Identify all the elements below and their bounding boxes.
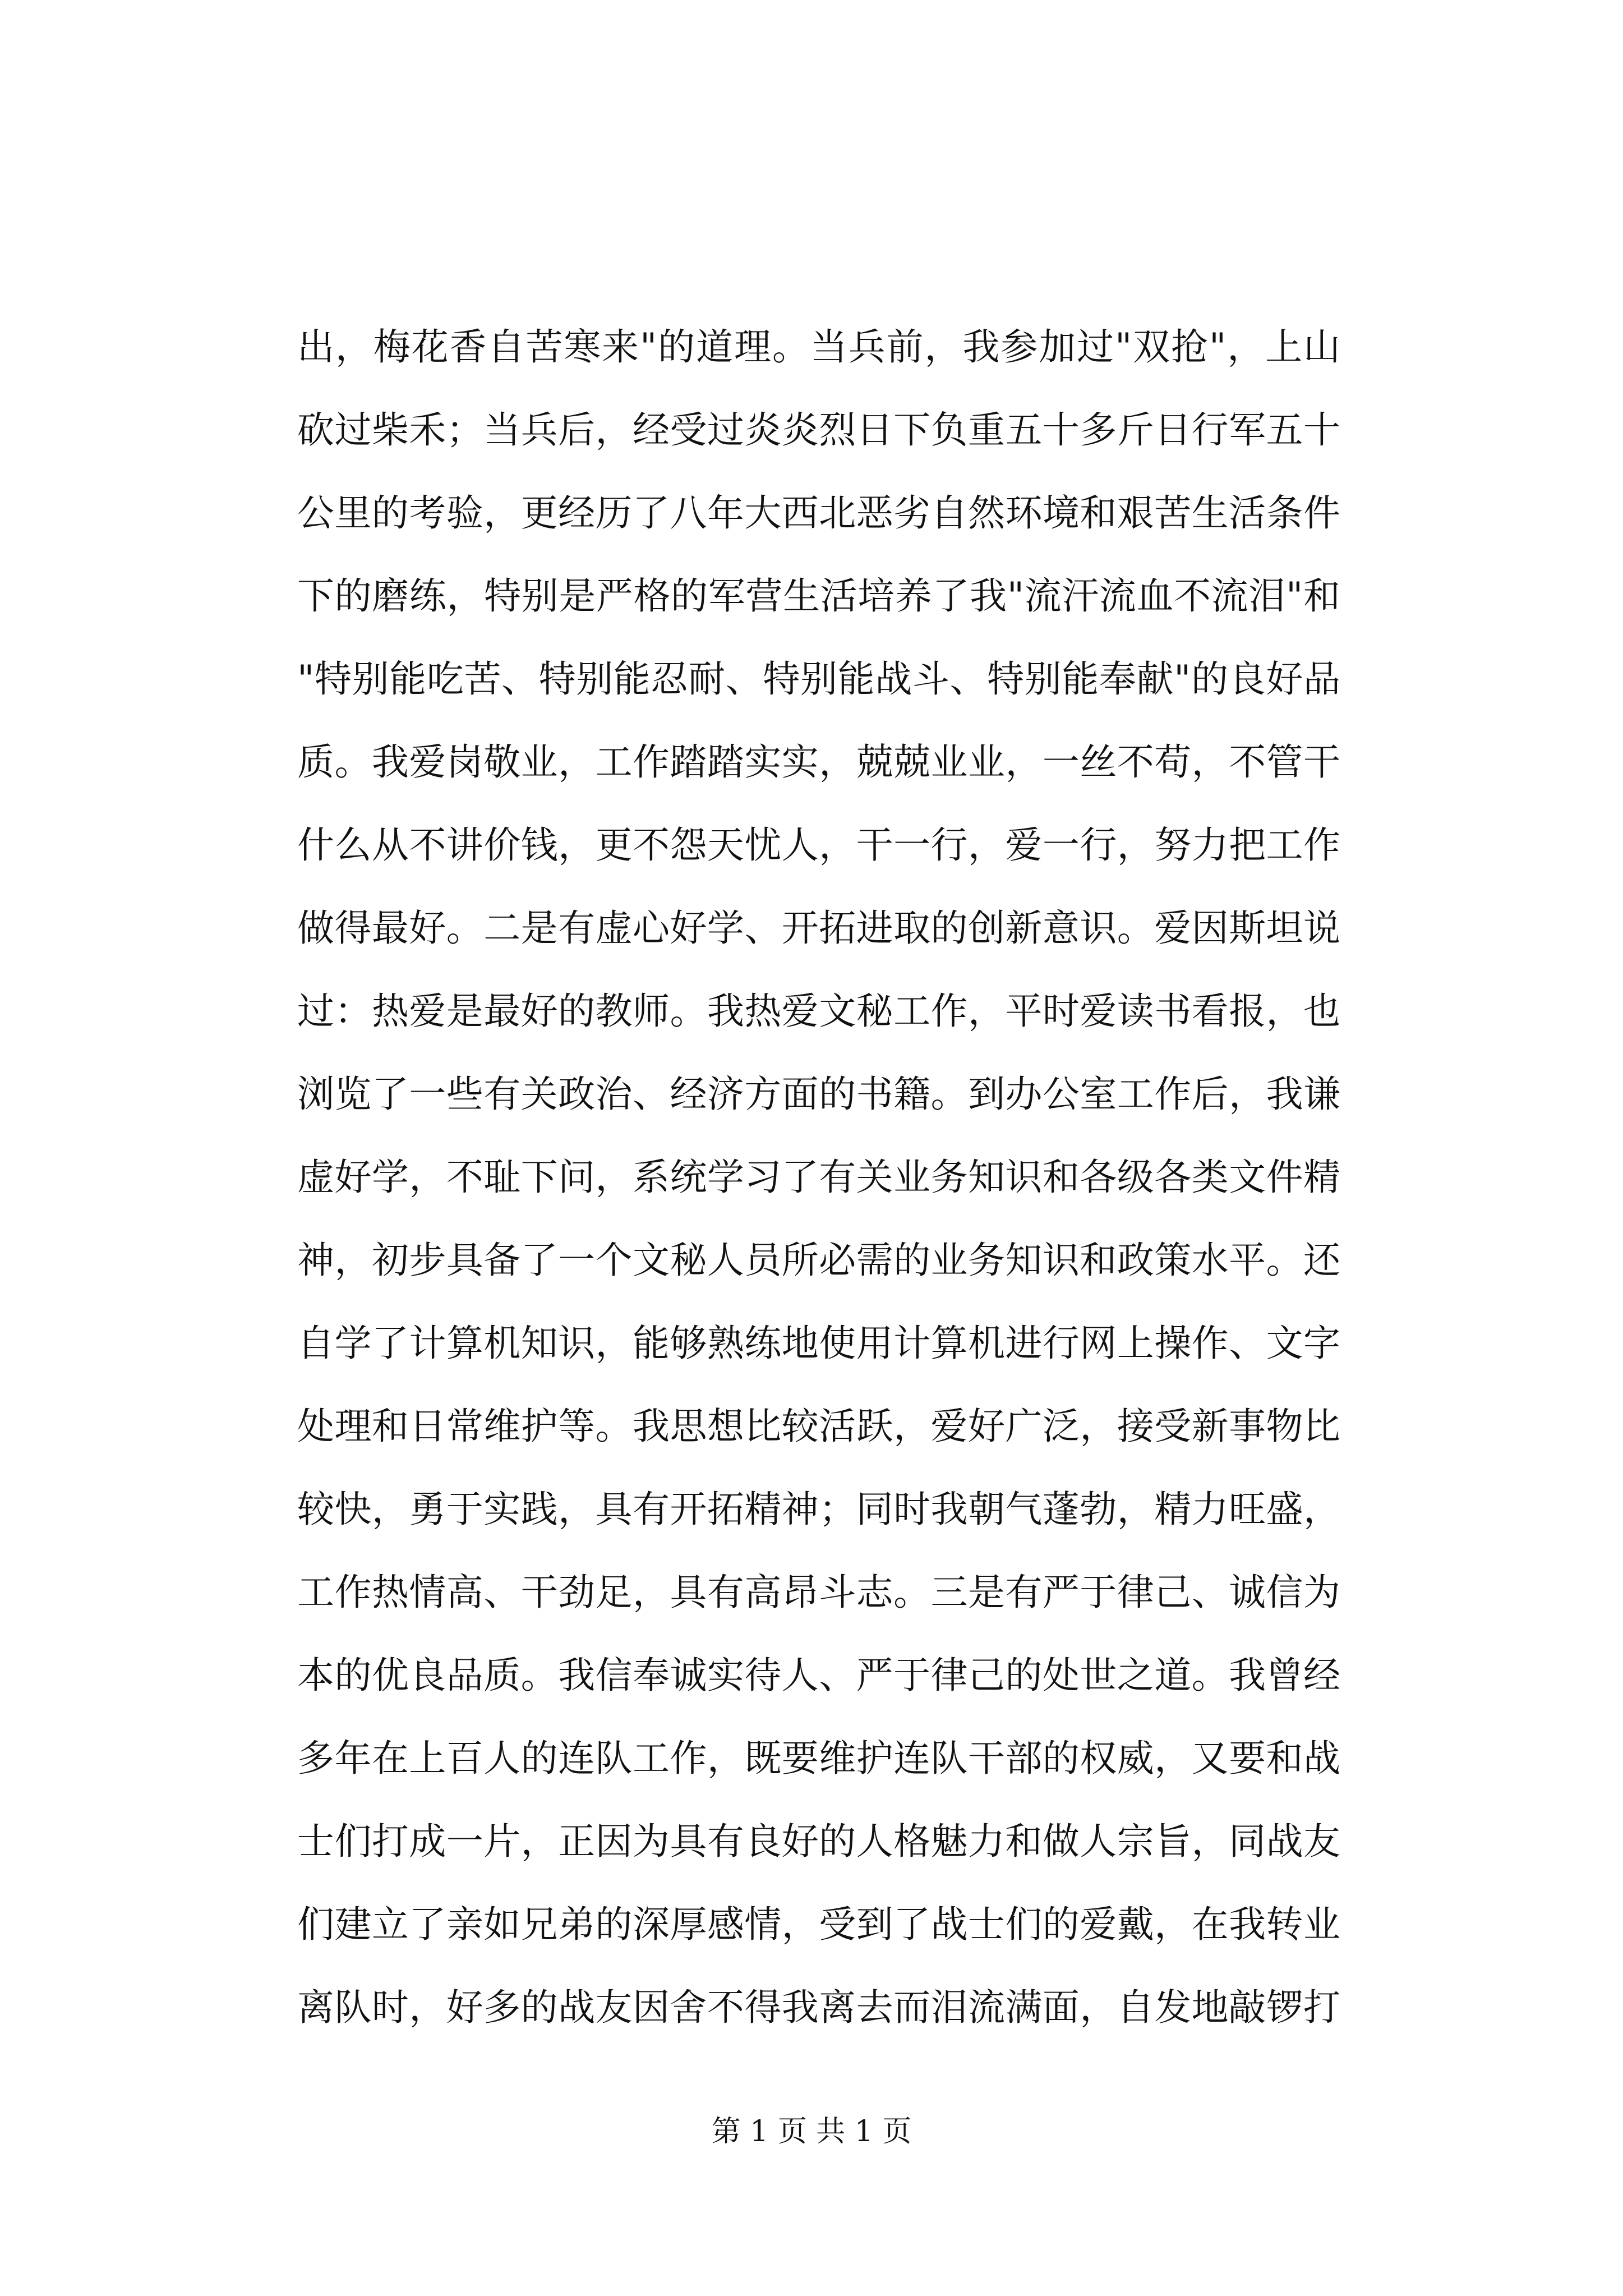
text-line: 较快，勇于实践，具有开拓精神；同时我朝气蓬勃，精力旺盛， [297,1488,1340,1531]
text-line: 下的磨练，特别是严格的军营生活培养了我"流汗流血不流泪"和 [297,574,1340,618]
text-line: 自学了计算机知识，能够熟练地使用计算机进行网上操作、文字 [297,1322,1340,1365]
text-line: 士们打成一片，正因为具有良好的人格魅力和做人宗旨，同战友 [297,1820,1340,1863]
text-line: 过：热爱是最好的教师。我热爱文秘工作，平时爱读书看报，也 [297,990,1340,1033]
text-line: 们建立了亲如兄弟的深厚感情，受到了战士们的爱戴，在我转业 [297,1903,1340,1946]
body-text [297,306,1340,2049]
text-line: 砍过柴禾；当兵后，经受过炎炎烈日下负重五十多斤日行军五十 [297,408,1340,452]
text-line: 工作热情高、干劲足，具有高昂斗志。三是有严于律己、诚信为 [297,1571,1340,1614]
text-line: 浏览了一些有关政治、经济方面的书籍。到办公室工作后，我谦 [297,1073,1340,1116]
text-line: 质。我爱岗敬业，工作踏踏实实，兢兢业业，一丝不苟，不管干 [297,740,1340,784]
text-line: 多年在上百人的连队工作，既要维护连队干部的权威，又要和战 [297,1737,1340,1780]
page-footer: 第 1 页 共 1 页 [711,2115,912,2148]
text-line: 什么从不讲价钱，更不怨天忧人，干一行，爱一行，努力把工作 [297,823,1340,867]
text-line: 公里的考验，更经历了八年大西北恶劣自然环境和艰苦生活条件 [297,491,1340,535]
text-line: 神，初步具备了一个文秘人员所必需的业务知识和政策水平。还 [297,1239,1340,1282]
text-line: 出，梅花香自苦寒来"的道理。当兵前，我参加过"双抢"，上山 [297,325,1340,369]
text-line: 做得最好。二是有虚心好学、开拓进取的创新意识。爱因斯坦说 [297,907,1340,950]
text-line: 处理和日常维护等。我思想比较活跃，爱好广泛，接受新事物比 [297,1405,1340,1448]
text-line: 虚好学，不耻下问，系统学习了有关业务知识和各级各类文件精 [297,1156,1340,1199]
text-line: 离队时，好多的战友因舍不得我离去而泪流满面，自发地敲锣打 [297,1986,1340,2029]
text-line: 本的优良品质。我信奉诚实待人、严于律己的处世之道。我曾经 [297,1654,1340,1697]
text-line: "特别能吃苦、特别能忍耐、特别能战斗、特别能奉献"的良好品 [297,657,1340,701]
